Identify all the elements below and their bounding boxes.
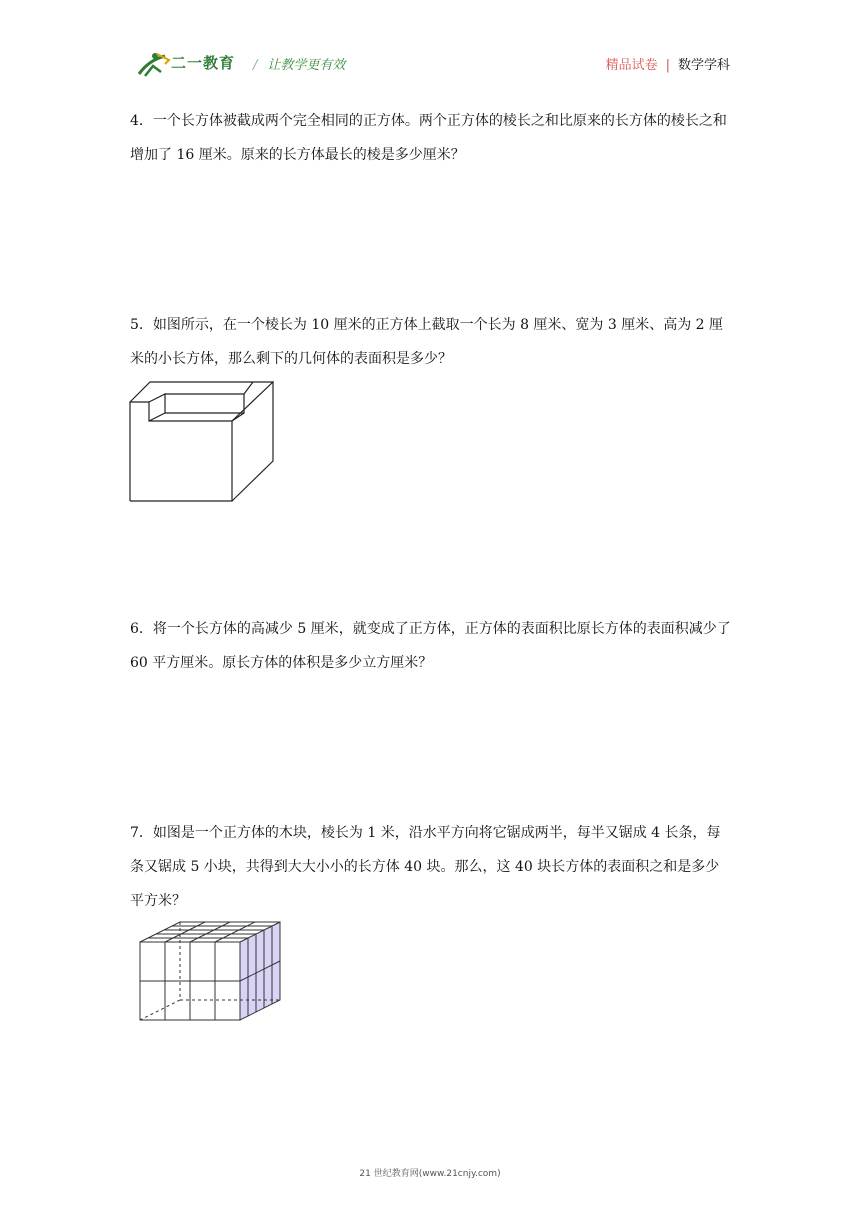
header-separator: | bbox=[665, 58, 670, 73]
slogan-text: 让教学更有效 bbox=[267, 58, 346, 73]
question-5: 5．如图所示，在一个棱长为 10 厘米的正方体上截取一个长为 8 厘米、宽为 3 厘米、高为 2 厘米的小长方体，那么剩下的几何体的表面积是多少？ bbox=[130, 317, 724, 367]
header-right bbox=[606, 54, 730, 73]
sawed-cube-figure bbox=[138, 920, 288, 1030]
question-7: 7．如图是一个正方体的木块，棱长为 1 米，沿水平方向将它锯成两半，每半又锯成 4 长条，每条又锯成 5 小块，共得到大大小小的长方体 40 块。那么，这 40 块长方体的表面积之和是多少平方米？ bbox=[130, 825, 721, 909]
question-6: 6．将一个长方体的高减少 5 厘米，就变成了正方体，正方体的表面积比原长方体的表面积减少了 60 平方厘米。原长方体的体积是多少立方厘米？ bbox=[130, 621, 731, 671]
question-4: 4．一个长方体被截成两个完全相同的正方体。两个正方体的棱长之和比原来的长方体的棱长之和增加了 16 厘米。原来的长方体最长的棱是多少厘米？ bbox=[130, 113, 727, 163]
slogan: / 让教学更有效 bbox=[253, 58, 346, 73]
logo-text: 二一教育 bbox=[171, 54, 236, 72]
subject-label: 数学学科 bbox=[677, 58, 730, 73]
page-footer: 21 世纪教育网(www.21cnjy.com) bbox=[359, 1169, 501, 1179]
cut-cube-figure bbox=[128, 378, 278, 508]
page-header bbox=[135, 48, 730, 80]
brand-label: 精品试卷 bbox=[605, 58, 658, 73]
